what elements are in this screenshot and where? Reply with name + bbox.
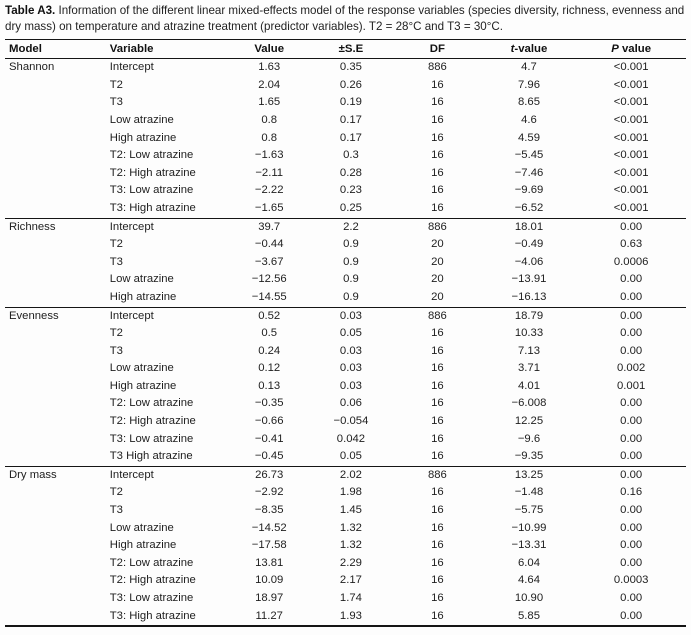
- p-value-cell: 0.00: [620, 504, 643, 517]
- model-cell: [5, 94, 106, 112]
- table-row: [5, 77, 686, 95]
- table-row: [5, 555, 686, 573]
- df-cell: 16: [431, 609, 444, 622]
- p-value-cell: <0.001: [613, 61, 649, 74]
- df-cell: 16: [431, 592, 444, 604]
- t-value-cell: −6.008: [511, 397, 547, 410]
- value-cell: 26.73: [230, 466, 309, 484]
- table-row: [5, 395, 686, 413]
- model-cell: [5, 254, 106, 272]
- se-cell: 0.03: [309, 307, 393, 325]
- df-cell: 20: [431, 273, 444, 286]
- p-value-cell: 0.00: [576, 466, 686, 484]
- variable-cell: T2: Low atrazine: [109, 556, 194, 569]
- se-cell: −0.054: [333, 415, 369, 428]
- value-cell: 0.8: [261, 113, 278, 126]
- t-value-cell: 12.25: [514, 415, 544, 428]
- model-cell: [5, 520, 106, 538]
- t-value-cell: −9.69: [514, 184, 544, 197]
- table-row: [5, 289, 686, 307]
- se-cell: 0.25: [339, 201, 362, 214]
- p-value-cell: <0.001: [613, 131, 649, 144]
- se-cell: 1.93: [339, 609, 362, 622]
- p-value-cell: <0.001: [613, 201, 649, 214]
- t-value-cell: 4.6: [521, 113, 537, 126]
- column-header-df: DF: [393, 40, 482, 59]
- t-value-cell: 3.71: [517, 362, 540, 375]
- value-cell: 11.27: [255, 609, 283, 622]
- variable-cell: T3: [109, 96, 123, 109]
- df-cell: 16: [431, 131, 444, 144]
- value-cell: 0.8: [261, 131, 278, 144]
- t-value-cell: 8.65: [517, 96, 540, 109]
- value-cell: −8.35: [254, 504, 284, 517]
- t-value-cell: −13.91: [511, 273, 547, 286]
- variable-cell: Low atrazine: [109, 362, 174, 375]
- model-cell: [5, 555, 106, 573]
- variable-cell: T2: [109, 78, 123, 91]
- table-row: [5, 466, 686, 484]
- value-cell: −14.55: [251, 290, 287, 303]
- table-caption-text: Information of the different linear mixed-effects model of the response variables (species diversity, richness, evenness and dry mass) on temperature and atrazine treatment (predictor variables). T2 = 28°C and T3 = 30°C.: [5, 4, 685, 33]
- t-value-cell: 18.79: [482, 307, 577, 325]
- p-value-cell: 0.00: [576, 307, 686, 325]
- df-cell: 16: [431, 432, 444, 445]
- se-cell: 1.74: [339, 592, 362, 604]
- mixed-effects-table: [5, 39, 686, 627]
- model-cell: [5, 130, 106, 148]
- column-header-model: Model: [5, 40, 106, 59]
- se-cell: 0.05: [339, 327, 362, 340]
- table-row: [5, 182, 686, 200]
- value-cell: −0.66: [254, 415, 284, 428]
- model-cell: Richness: [5, 218, 106, 236]
- variable-cell: T2: [109, 327, 123, 340]
- variable-cell: T2: High atrazine: [109, 415, 196, 428]
- table-row: [5, 572, 686, 590]
- p-value-cell: 0.00: [620, 290, 643, 303]
- value-cell: 0.12: [258, 362, 281, 375]
- variable-cell: High atrazine: [109, 379, 177, 392]
- p-value-cell: <0.001: [613, 96, 649, 109]
- value-cell: 39.7: [230, 218, 309, 236]
- table-row: [5, 218, 686, 236]
- model-cell: [5, 431, 106, 449]
- value-cell: −3.67: [254, 255, 284, 268]
- table-row: [5, 537, 686, 555]
- t-value-cell: −13.31: [511, 539, 547, 552]
- p-value-cell: 0.00: [620, 556, 643, 569]
- df-cell: 16: [431, 362, 444, 375]
- variable-cell: T2: High atrazine: [109, 574, 196, 587]
- p-value-cell: <0.001: [613, 149, 649, 162]
- p-value-cell: 0.002: [617, 362, 646, 375]
- t-value-cell: 6.04: [517, 556, 540, 569]
- df-cell: 16: [431, 415, 444, 428]
- t-value-cell: −7.46: [514, 166, 544, 179]
- df-cell: 16: [431, 539, 444, 552]
- t-value-cell: −9.35: [514, 450, 544, 463]
- model-cell: Dry mass: [5, 466, 106, 484]
- se-cell: 0.23: [339, 184, 362, 197]
- t-value-cell: 4.59: [517, 131, 540, 144]
- df-cell: 20: [431, 290, 444, 303]
- p-value-cell: 0.00: [576, 218, 686, 236]
- t-value-cell: 4.64: [517, 574, 540, 587]
- column-header-value: Value: [230, 40, 309, 59]
- model-cell: [5, 112, 106, 130]
- table-header-row: [5, 40, 686, 59]
- variable-cell: T2: [109, 238, 123, 251]
- t-value-cell: −9.6: [517, 432, 541, 445]
- se-cell: 1.45: [339, 504, 362, 517]
- df-cell: 16: [431, 78, 444, 91]
- model-cell: [5, 236, 106, 254]
- value-cell: −0.41: [254, 432, 284, 445]
- df-cell: 886: [393, 307, 482, 325]
- model-cell: Evenness: [5, 307, 106, 325]
- df-cell: 16: [431, 166, 444, 179]
- column-header-se: ±S.E: [309, 40, 393, 59]
- variable-cell: T2: [109, 486, 123, 499]
- df-cell: 16: [431, 201, 444, 214]
- variable-cell: T3: [109, 255, 123, 268]
- value-cell: 10.09: [255, 574, 284, 587]
- df-cell: 16: [431, 504, 444, 517]
- t-value-cell: −16.13: [511, 290, 547, 303]
- value-cell: −0.35: [254, 397, 284, 410]
- variable-cell: T2: High atrazine: [109, 166, 196, 179]
- t-value-cell: 4.01: [517, 379, 540, 392]
- table-row: [5, 484, 686, 502]
- df-cell: 16: [431, 344, 444, 357]
- p-value-cell: <0.001: [613, 113, 649, 126]
- variable-cell: Intercept: [106, 307, 230, 325]
- t-value-cell: −10.99: [511, 521, 547, 534]
- variable-cell: Low atrazine: [109, 521, 174, 534]
- model-cell: [5, 608, 106, 627]
- p-value-cell: 0.00: [620, 397, 643, 410]
- value-cell: 0.24: [258, 344, 281, 357]
- p-value-cell: 0.16: [620, 486, 643, 499]
- table-row: [5, 236, 686, 254]
- t-value-cell: 7.13: [517, 344, 540, 357]
- p-value-cell: <0.001: [613, 184, 649, 197]
- df-cell: 20: [431, 255, 444, 268]
- model-cell: [5, 343, 106, 361]
- se-cell: 2.02: [309, 466, 393, 484]
- p-value-cell: 0.0006: [613, 255, 649, 268]
- variable-cell: T3: High atrazine: [109, 201, 196, 214]
- model-cell: [5, 77, 106, 95]
- table-row: [5, 520, 686, 538]
- p-value-cell: 0.0003: [613, 574, 649, 587]
- variable-cell: T3: High atrazine: [109, 609, 196, 622]
- table-row: [5, 502, 686, 520]
- model-cell: [5, 147, 106, 165]
- table-row: [5, 307, 686, 325]
- variable-cell: T3: Low atrazine: [109, 432, 194, 445]
- df-cell: 16: [431, 574, 444, 587]
- value-cell: 0.13: [258, 379, 281, 392]
- model-cell: [5, 360, 106, 378]
- value-cell: −17.58: [251, 539, 287, 552]
- value-cell: 13.81: [255, 556, 284, 569]
- se-cell: 0.17: [339, 113, 362, 126]
- p-value-cell: 0.00: [620, 450, 643, 463]
- t-value-cell: −0.49: [514, 238, 544, 251]
- p-value-cell: 0.00: [620, 539, 643, 552]
- se-cell: 0.19: [339, 96, 362, 109]
- se-cell: 0.9: [343, 255, 359, 268]
- df-cell: 16: [431, 521, 444, 534]
- table-row: [5, 608, 686, 627]
- se-cell: 2.2: [309, 218, 393, 236]
- value-cell: 18.97: [255, 592, 284, 604]
- p-value-cell: <0.001: [613, 166, 649, 179]
- se-cell: 0.17: [339, 131, 362, 144]
- t-value-cell: 7.96: [517, 78, 540, 91]
- value-cell: 0.5: [261, 327, 278, 340]
- value-cell: −12.56: [251, 273, 287, 286]
- df-cell: 16: [431, 379, 444, 392]
- variable-cell: Intercept: [106, 466, 230, 484]
- variable-cell: High atrazine: [109, 539, 177, 552]
- value-cell: −0.44: [254, 238, 284, 251]
- model-cell: [5, 572, 106, 590]
- table-body: [5, 59, 686, 627]
- table-row: [5, 431, 686, 449]
- variable-cell: Intercept: [109, 61, 154, 74]
- p-value-cell: 0.00: [620, 327, 643, 340]
- t-value-cell: −1.48: [514, 486, 544, 499]
- t-value-cell: 10.33: [514, 327, 544, 340]
- model-cell: [5, 413, 106, 431]
- se-cell: 1.32: [339, 539, 362, 552]
- table-row: [5, 200, 686, 218]
- p-value-cell: 0.63: [620, 238, 643, 251]
- se-cell: 0.042: [336, 432, 366, 445]
- variable-cell: High atrazine: [109, 290, 177, 303]
- model-cell: [5, 271, 106, 289]
- se-cell: 0.9: [343, 290, 359, 303]
- t-value-cell: 10.90: [514, 592, 544, 604]
- table-caption: [5, 3, 686, 34]
- df-cell: 16: [431, 486, 444, 499]
- table-row: [5, 147, 686, 165]
- model-cell: [5, 289, 106, 307]
- df-cell: 20: [431, 238, 444, 251]
- value-cell: −0.45: [254, 450, 284, 463]
- df-cell: 16: [431, 184, 444, 197]
- df-cell: 16: [431, 149, 444, 162]
- variable-cell: T3: [109, 504, 123, 517]
- variable-cell: T2: Low atrazine: [109, 397, 194, 410]
- p-value-cell: 0.00: [620, 432, 643, 445]
- df-cell: 16: [431, 327, 444, 340]
- se-cell: 1.32: [339, 521, 362, 534]
- df-cell: 886: [393, 218, 482, 236]
- p-value-cell: 0.00: [620, 609, 643, 622]
- se-cell: 0.03: [339, 344, 362, 357]
- se-cell: 0.03: [339, 362, 362, 375]
- se-cell: 0.3: [343, 149, 359, 162]
- t-value-cell: −5.75: [514, 504, 544, 517]
- se-cell: 0.9: [343, 273, 359, 286]
- df-cell: 16: [431, 96, 444, 109]
- value-cell: 2.04: [258, 78, 281, 91]
- variable-cell: High atrazine: [109, 131, 177, 144]
- variable-cell: Low atrazine: [109, 113, 174, 126]
- table-row: [5, 360, 686, 378]
- table-header: [5, 40, 686, 59]
- variable-cell: Low atrazine: [109, 273, 174, 286]
- model-cell: [5, 484, 106, 502]
- df-cell: 886: [393, 466, 482, 484]
- model-cell: [5, 537, 106, 555]
- value-cell: −14.52: [251, 521, 287, 534]
- se-cell: 0.28: [339, 166, 362, 179]
- table-row: [5, 59, 686, 77]
- table-row: [5, 271, 686, 289]
- model-cell: [5, 590, 106, 608]
- value-cell: −1.65: [254, 201, 284, 214]
- se-cell: 2.17: [339, 574, 362, 587]
- table-row: [5, 325, 686, 343]
- se-cell: 0.06: [339, 397, 362, 410]
- table-row: [5, 130, 686, 148]
- value-cell: −2.22: [254, 184, 284, 197]
- model-cell: [5, 378, 106, 396]
- se-cell: 2.29: [339, 556, 362, 569]
- value-cell: 1.65: [258, 96, 281, 109]
- df-cell: 16: [431, 397, 444, 410]
- t-value-cell: 13.25: [482, 466, 577, 484]
- t-value-cell: −5.45: [514, 149, 544, 162]
- df-cell: 886: [427, 61, 447, 74]
- se-cell: 1.98: [339, 486, 362, 499]
- t-value-cell: 18.01: [482, 218, 577, 236]
- p-value-cell: 0.001: [617, 379, 646, 392]
- variable-cell: T3: Low atrazine: [109, 184, 194, 197]
- t-value-cell: 4.7: [521, 61, 537, 74]
- model-cell: [5, 325, 106, 343]
- value-cell: −1.63: [254, 149, 284, 162]
- variable-cell: T2: Low atrazine: [109, 149, 194, 162]
- p-value-cell: 0.00: [620, 521, 643, 534]
- t-value-cell: 5.85: [517, 609, 540, 622]
- t-value-cell: −4.06: [514, 255, 544, 268]
- variable-cell: T3 High atrazine: [109, 450, 193, 463]
- table-row: [5, 343, 686, 361]
- column-header-p: P value: [576, 40, 686, 59]
- p-value-cell: 0.00: [620, 344, 643, 357]
- value-cell: 0.52: [230, 307, 309, 325]
- model-cell: [5, 448, 106, 466]
- model-cell: Shannon: [9, 61, 55, 74]
- column-header-t: t-value: [482, 40, 577, 59]
- se-cell: 0.26: [339, 78, 362, 91]
- variable-cell: T3: Low atrazine: [109, 592, 194, 604]
- column-header-variable: Variable: [106, 40, 230, 59]
- table-row: [5, 378, 686, 396]
- table-row: [5, 112, 686, 130]
- table-row: [5, 254, 686, 272]
- model-cell: [5, 165, 106, 183]
- df-cell: 16: [431, 113, 444, 126]
- df-cell: 16: [431, 450, 444, 463]
- value-cell: −2.92: [254, 486, 284, 499]
- se-cell: 0.9: [343, 238, 359, 251]
- model-cell: [5, 395, 106, 413]
- se-cell: 0.35: [339, 61, 362, 74]
- model-cell: [5, 182, 106, 200]
- table-row: [5, 413, 686, 431]
- p-value-cell: 0.00: [620, 592, 643, 604]
- table-row: [5, 94, 686, 112]
- model-cell: [5, 200, 106, 218]
- model-cell: [5, 502, 106, 520]
- t-value-cell: −6.52: [514, 201, 544, 214]
- p-value-cell: 0.00: [620, 415, 643, 428]
- p-value-cell: 0.00: [620, 273, 643, 286]
- p-value-cell: <0.001: [613, 78, 649, 91]
- variable-cell: T3: [109, 344, 123, 357]
- table-row: [5, 448, 686, 466]
- value-cell: 1.63: [258, 61, 281, 74]
- table-row: [5, 165, 686, 183]
- variable-cell: Intercept: [106, 218, 230, 236]
- table-row: [5, 590, 686, 608]
- df-cell: 16: [431, 556, 444, 569]
- se-cell: 0.05: [339, 450, 362, 463]
- table-caption-label: Table A3.: [5, 4, 56, 17]
- value-cell: −2.11: [255, 166, 284, 179]
- se-cell: 0.03: [339, 379, 362, 392]
